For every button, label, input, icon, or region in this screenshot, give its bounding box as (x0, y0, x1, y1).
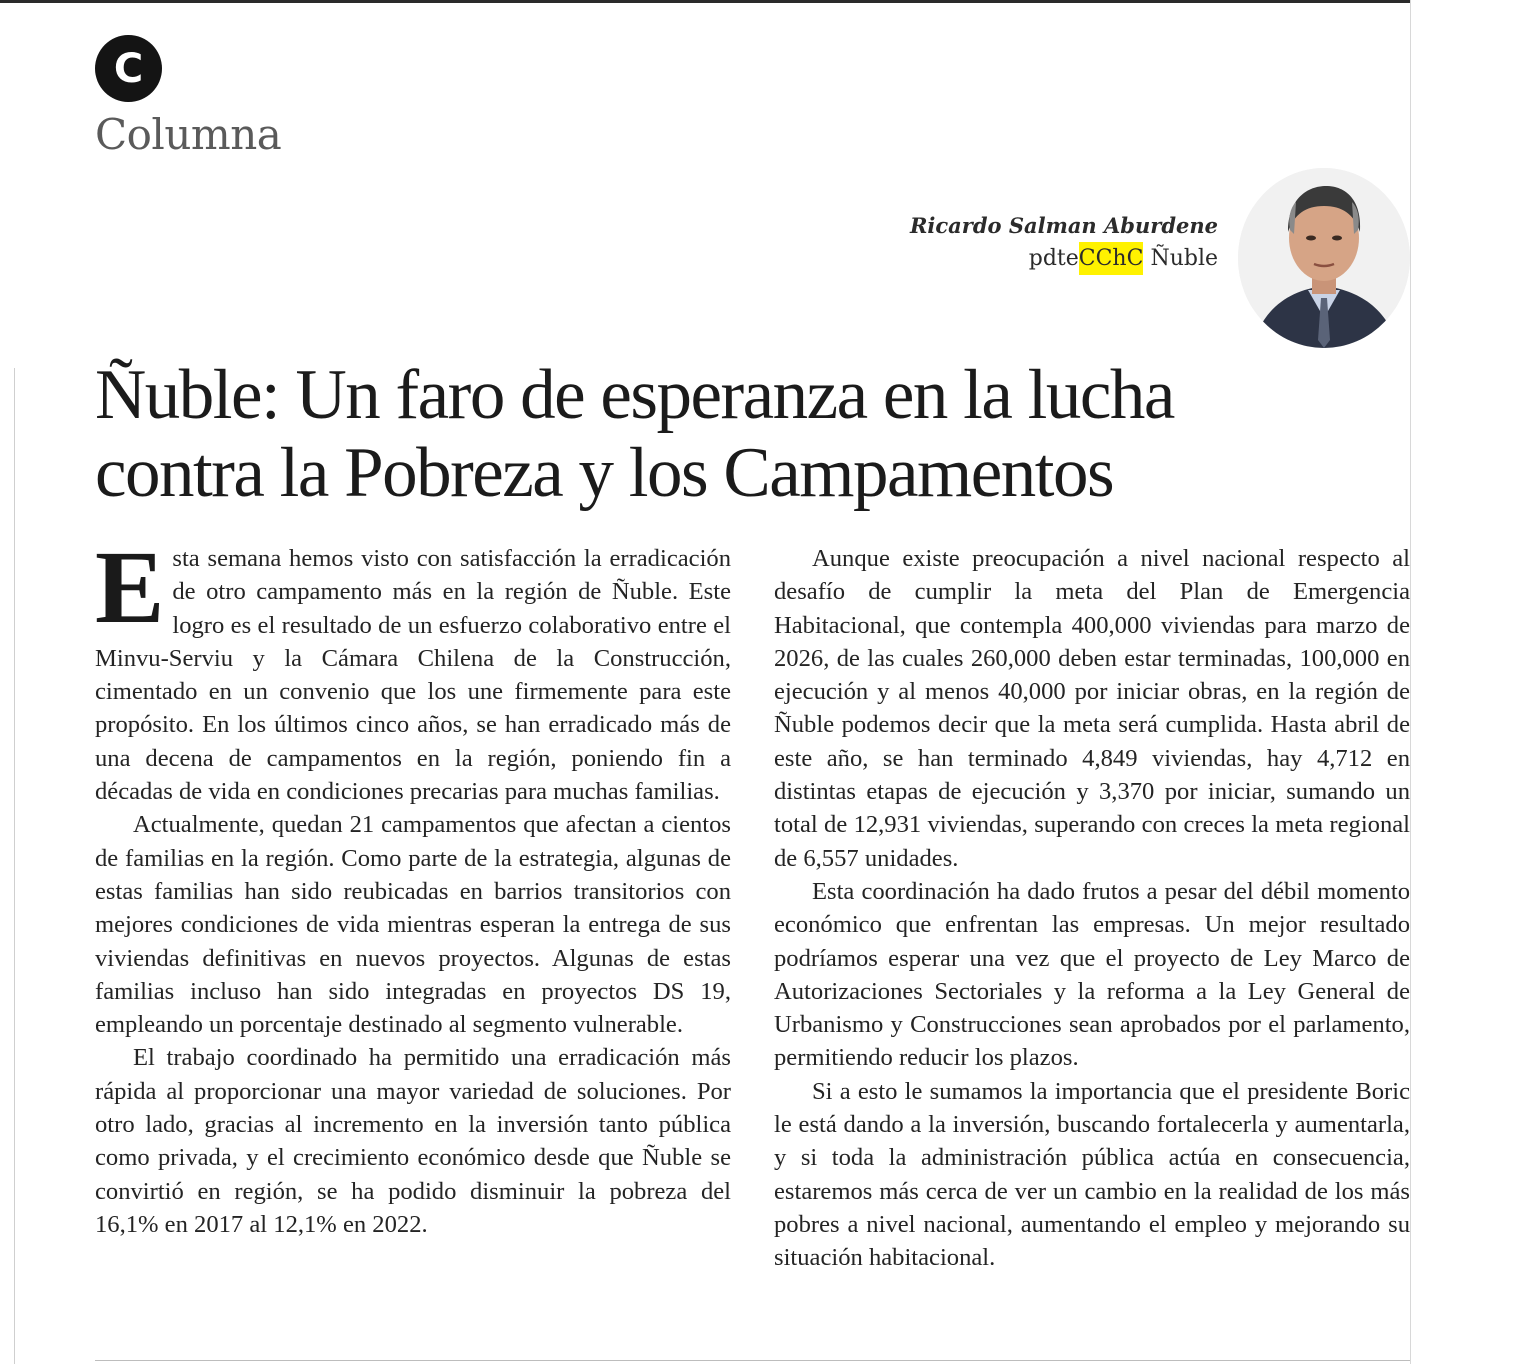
dropcap: E (95, 530, 165, 645)
article-paragraph: Si a esto le sumamos la importancia que el presidente Boric le está dando a la inversión, buscando fortalecerla y aumentarla, y si toda la administración pública actúa en consecuencia, estaremos más cerca de ver un cambio en la realidad de los más pobres a nivel nacional, aumentando el empleo y mejorando su situación habitacional. (774, 1077, 1410, 1272)
top-rule (0, 0, 1410, 3)
author-name: Ricardo Salman Aburdene (909, 213, 1218, 238)
author-portrait-icon (1238, 168, 1410, 348)
article-column-right (774, 542, 1410, 1275)
article-paragraph (95, 530, 731, 808)
page-edge-left (14, 368, 15, 1364)
article-paragraph: Esta coordinación ha dado frutos a pesar del débil momento económico que enfrentan las empresas. Un mejor resultado podríamos esperar una vez que el proyecto de Ley Marco de Autorizaciones Sectoriales y la reforma a la Ley General de Urbanismo y Construcciones sean aprobados por el parlamento, permitiendo reducir los plazos. (774, 877, 1410, 1072)
author-role-suffix: Ñuble (1150, 246, 1218, 271)
section-label: Columna (95, 110, 282, 159)
section-badge-letter: C (113, 45, 144, 92)
article-headline: Ñuble: Un faro de esperanza en la lucha contra la Pobreza y los Campamentos (95, 356, 1174, 512)
author-photo (1238, 168, 1410, 348)
article-paragraph: Actualmente, quedan 21 campamentos que afectan a cientos de familias en la región. Como parte de la estrategia, algunas de estas familias han sido reubicadas en barrios transitorios con mejores condiciones de vida mientras esperan la entrega de sus viviendas definitivas en nuevos proyectos. Algunas de estas familias incluso han sido integradas en proyectos DS 19, empleando un porcentaje destinado al segmento vulnerable. (95, 811, 731, 1039)
author-role (910, 242, 1218, 276)
bottom-rule (95, 1360, 1410, 1361)
page-edge-right (1410, 0, 1411, 1364)
article-column-left (95, 530, 731, 1241)
article-paragraph: El trabajo coordinado ha permitido una erradicación más rápida al proporcionar una mayor variedad de soluciones. Por otro lado, gracias al incremento en la inversión tanto pública como privada, y el crecimiento económico desde que Ñuble se convirtió en región, se ha podido disminuir la pobreza del 16,1% en 2017 al 12,1% en 2022. (95, 1044, 731, 1238)
byline (910, 210, 1218, 276)
article-paragraph: Aunque existe preocupación a nivel nacional respecto al desafío de cumplir la meta del Plan de Emergencia Habitacional, que contempla 400,000 viviendas para marzo de 2026, de las cuales 260,000 deben estar terminadas, 100,000 en ejecución y al menos 40,000 por iniciar obras, en la región de Ñuble podemos decir que la meta será cumplida. Hasta abril de este año, se han terminado 4,849 viviendas, hay 4,712 en distintas etapas de ejecución y 3,370 por iniciar, sumando un total de 12,931 viviendas, superando con creces la meta regional de 6,557 unidades. (774, 545, 1410, 872)
author-role-prefix: pdte (1028, 246, 1079, 271)
article-paragraph-text: sta semana hemos visto con satisfacción la erradicación de otro campamento más en la región de Ñuble. Este logro es el resultado de un esfuerzo colaborativo entre el Minvu-Serviu y la Cámara Chilena de la Construcción, cimentado en un convenio que los une firmemente para este propósito. En los últimos cinco años, se han erradicado más de una decena de campamentos en la región, poniendo fin a décadas de vida en condiciones precarias para muchas familias. (95, 545, 731, 806)
section-badge-icon (95, 35, 162, 102)
author-role-highlight: CChC (1079, 242, 1144, 275)
